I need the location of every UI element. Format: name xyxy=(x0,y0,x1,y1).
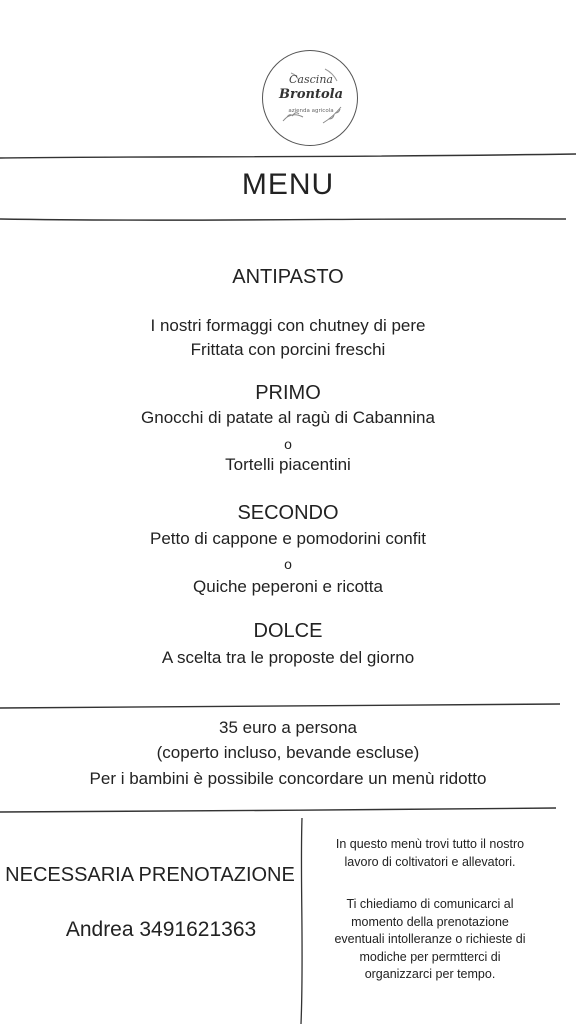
menu-item: I nostri formaggi con chutney di pere xyxy=(150,316,426,335)
section-heading-dolce: DOLCE xyxy=(253,620,323,642)
notes-line: In questo menù trovi tutto il nostro xyxy=(335,837,525,851)
logo-line-cascina: Cascina xyxy=(289,73,333,86)
menu-item: Tortelli piacentini xyxy=(225,455,351,474)
menu-item: A scelta tra le proposte del giorno xyxy=(161,648,415,667)
divider-bottom-menu xyxy=(0,219,566,220)
divider-before-price xyxy=(0,704,560,708)
notes-paragraph-2 xyxy=(312,896,548,984)
divider-after-price xyxy=(0,808,556,812)
menu-item-separator: o xyxy=(284,436,292,452)
notes-line: modiche per permtterci di xyxy=(359,949,501,964)
notes-paragraph-1 xyxy=(312,836,548,871)
notes-line: Ti chiediamo di comunicarci al xyxy=(346,897,514,911)
divider-top-menu xyxy=(0,154,576,158)
menu-item: Petto di cappone e pomodorini confit xyxy=(150,529,426,548)
menu-item-separator: o xyxy=(284,556,292,572)
price-per-person: 35 euro a persona xyxy=(219,718,357,737)
menu-item: Frittata con porcini freschi xyxy=(190,340,386,359)
logo-line-brontola: Brontola xyxy=(279,87,343,102)
page-title: MENU xyxy=(241,168,335,201)
section-heading-secondo: SECONDO xyxy=(237,502,339,524)
notes-line: lavoro di coltivatori e allevatori. xyxy=(344,854,516,869)
menu-item: Gnocchi di patate al ragù di Cabannina xyxy=(141,408,435,427)
logo-line-subtitle: azienda agricola xyxy=(288,108,334,114)
section-heading-antipasto: ANTIPASTO xyxy=(232,266,344,288)
section-heading-primo: PRIMO xyxy=(255,382,321,404)
notes-line: organizzarci per tempo. xyxy=(364,967,496,981)
children-menu-note: Per i bambini è possibile concordare un menù ridotto xyxy=(89,769,487,788)
price-note: (coperto incluso, bevande escluse) xyxy=(156,743,420,762)
menu-item: Quiche peperoni e ricotta xyxy=(193,577,383,596)
reservation-required-label: NECESSARIA PRENOTAZIONE xyxy=(5,864,295,886)
notes-line: eventuali intolleranze o richieste di xyxy=(334,932,526,946)
notes-line: momento della prenotazione xyxy=(351,914,509,929)
reservation-contact: Andrea 3491621363 xyxy=(65,918,257,941)
